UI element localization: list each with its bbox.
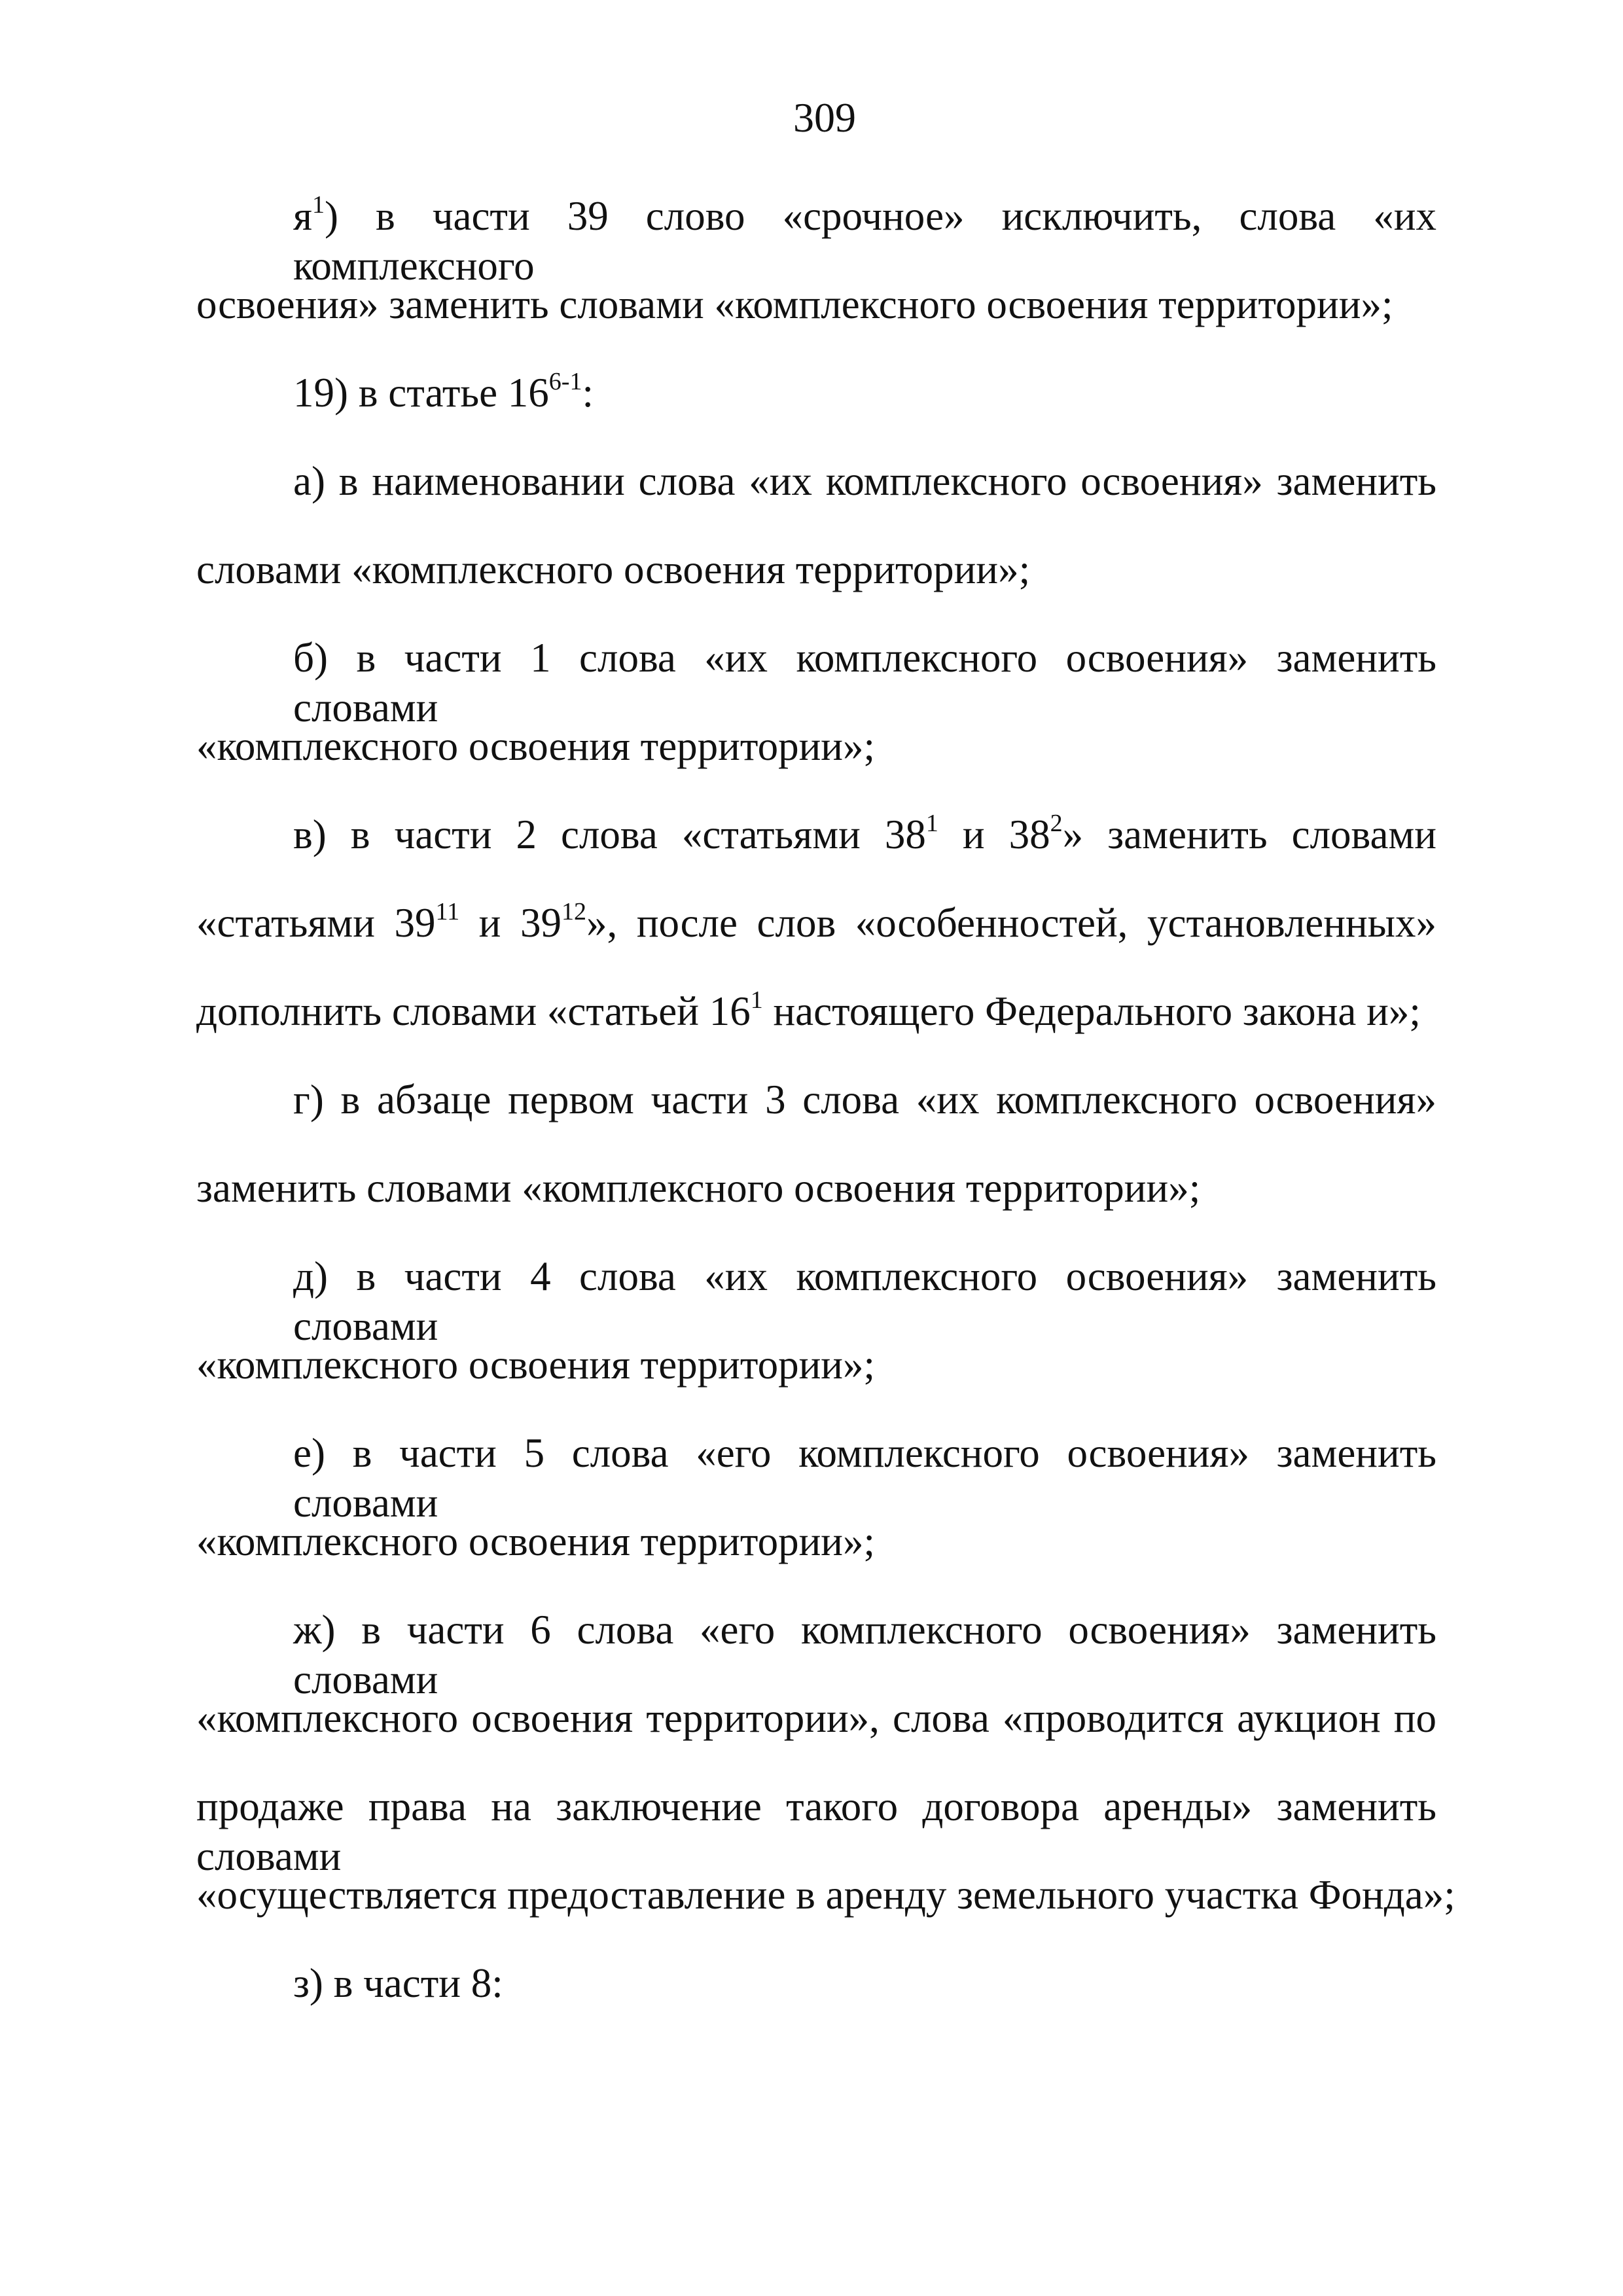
text-segment: освоения» заменить словами «комплексного освоения территории»; xyxy=(196,281,1393,327)
superscript: 12 xyxy=(561,898,586,925)
text-segment: «осуществляется предоставление в аренду земельного участка Фонда»; xyxy=(196,1872,1455,1918)
text-segment: в) в части 2 слова «статьями 38 xyxy=(293,812,926,857)
superscript: 1 xyxy=(925,810,938,837)
text-segment: д) в части 4 слова «их комплексного освоения» заменить словами xyxy=(293,1253,1436,1349)
text-line xyxy=(196,1163,1436,1213)
text-line xyxy=(196,1693,1436,1743)
text-segment: з) в части 8: xyxy=(293,1960,503,2006)
text-segment: а) в наименовании слова «их комплексного освоения» заменить xyxy=(293,458,1436,504)
text-segment: «комплексного освоения территории»; xyxy=(196,1518,876,1564)
text-line xyxy=(293,1605,1436,1704)
text-line xyxy=(196,1516,1436,1566)
text-line xyxy=(196,1340,1436,1390)
text-line xyxy=(293,1958,1436,2008)
text-segment: «статьями 39 xyxy=(196,900,436,946)
text-segment: ж) в части 6 слова «его комплексного освоения» заменить словами xyxy=(293,1607,1436,1702)
text-line xyxy=(293,191,1436,291)
text-line xyxy=(196,986,1436,1036)
text-line xyxy=(196,898,1436,948)
text-line xyxy=(196,1870,1455,1920)
text-segment: «комплексного освоения территории»; xyxy=(196,723,876,769)
text-segment: », после слов «особенностей, установленных» xyxy=(586,900,1437,946)
text-segment: » заменить словами xyxy=(1062,812,1437,857)
text-segment: г) в абзаце первом части 3 слова «их комплексного освоения» xyxy=(293,1077,1436,1122)
text-line xyxy=(293,633,1436,732)
text-line xyxy=(293,1428,1436,1528)
text-line xyxy=(196,545,1436,594)
superscript: 6-1 xyxy=(548,368,582,395)
text-segment: «комплексного освоения территории»; xyxy=(196,1342,876,1388)
text-line xyxy=(196,279,1436,329)
text-segment: я xyxy=(293,193,312,239)
text-line xyxy=(196,1782,1436,1881)
superscript: 2 xyxy=(1050,810,1063,837)
text-segment: : xyxy=(582,370,594,416)
superscript: 11 xyxy=(435,898,460,925)
text-segment: и 39 xyxy=(459,900,562,946)
text-line xyxy=(293,368,1436,418)
text-line xyxy=(293,1075,1436,1124)
superscript: 1 xyxy=(750,986,763,1014)
text-segment: б) в части 1 слова «их комплексного освоения» заменить словами xyxy=(293,635,1436,730)
text-segment: настоящего Федерального закона и»; xyxy=(762,988,1421,1034)
text-segment: словами «комплексного освоения территории»; xyxy=(196,547,1031,592)
text-line xyxy=(293,456,1436,506)
text-segment: е) в части 5 слова «его комплексного освоения» заменить словами xyxy=(293,1430,1436,1526)
text-line xyxy=(293,810,1436,859)
text-segment: «комплексного освоения территории», слова «проводится аукцион по xyxy=(196,1695,1436,1741)
text-segment: 19) в статье 16 xyxy=(293,370,549,416)
text-segment: ) в части 39 слово «срочное» исключить, слова «их комплексного xyxy=(293,193,1436,289)
text-line xyxy=(293,1251,1436,1351)
page-number: 309 xyxy=(793,94,856,141)
text-segment: дополнить словами «статьей 16 xyxy=(196,988,751,1034)
text-segment: заменить словами «комплексного освоения территории»; xyxy=(196,1165,1201,1211)
superscript: 1 xyxy=(312,191,325,219)
text-segment: и 38 xyxy=(938,812,1050,857)
text-line xyxy=(196,721,1436,771)
text-segment: продаже права на заключение такого договора аренды» заменить словами xyxy=(196,1784,1436,1879)
